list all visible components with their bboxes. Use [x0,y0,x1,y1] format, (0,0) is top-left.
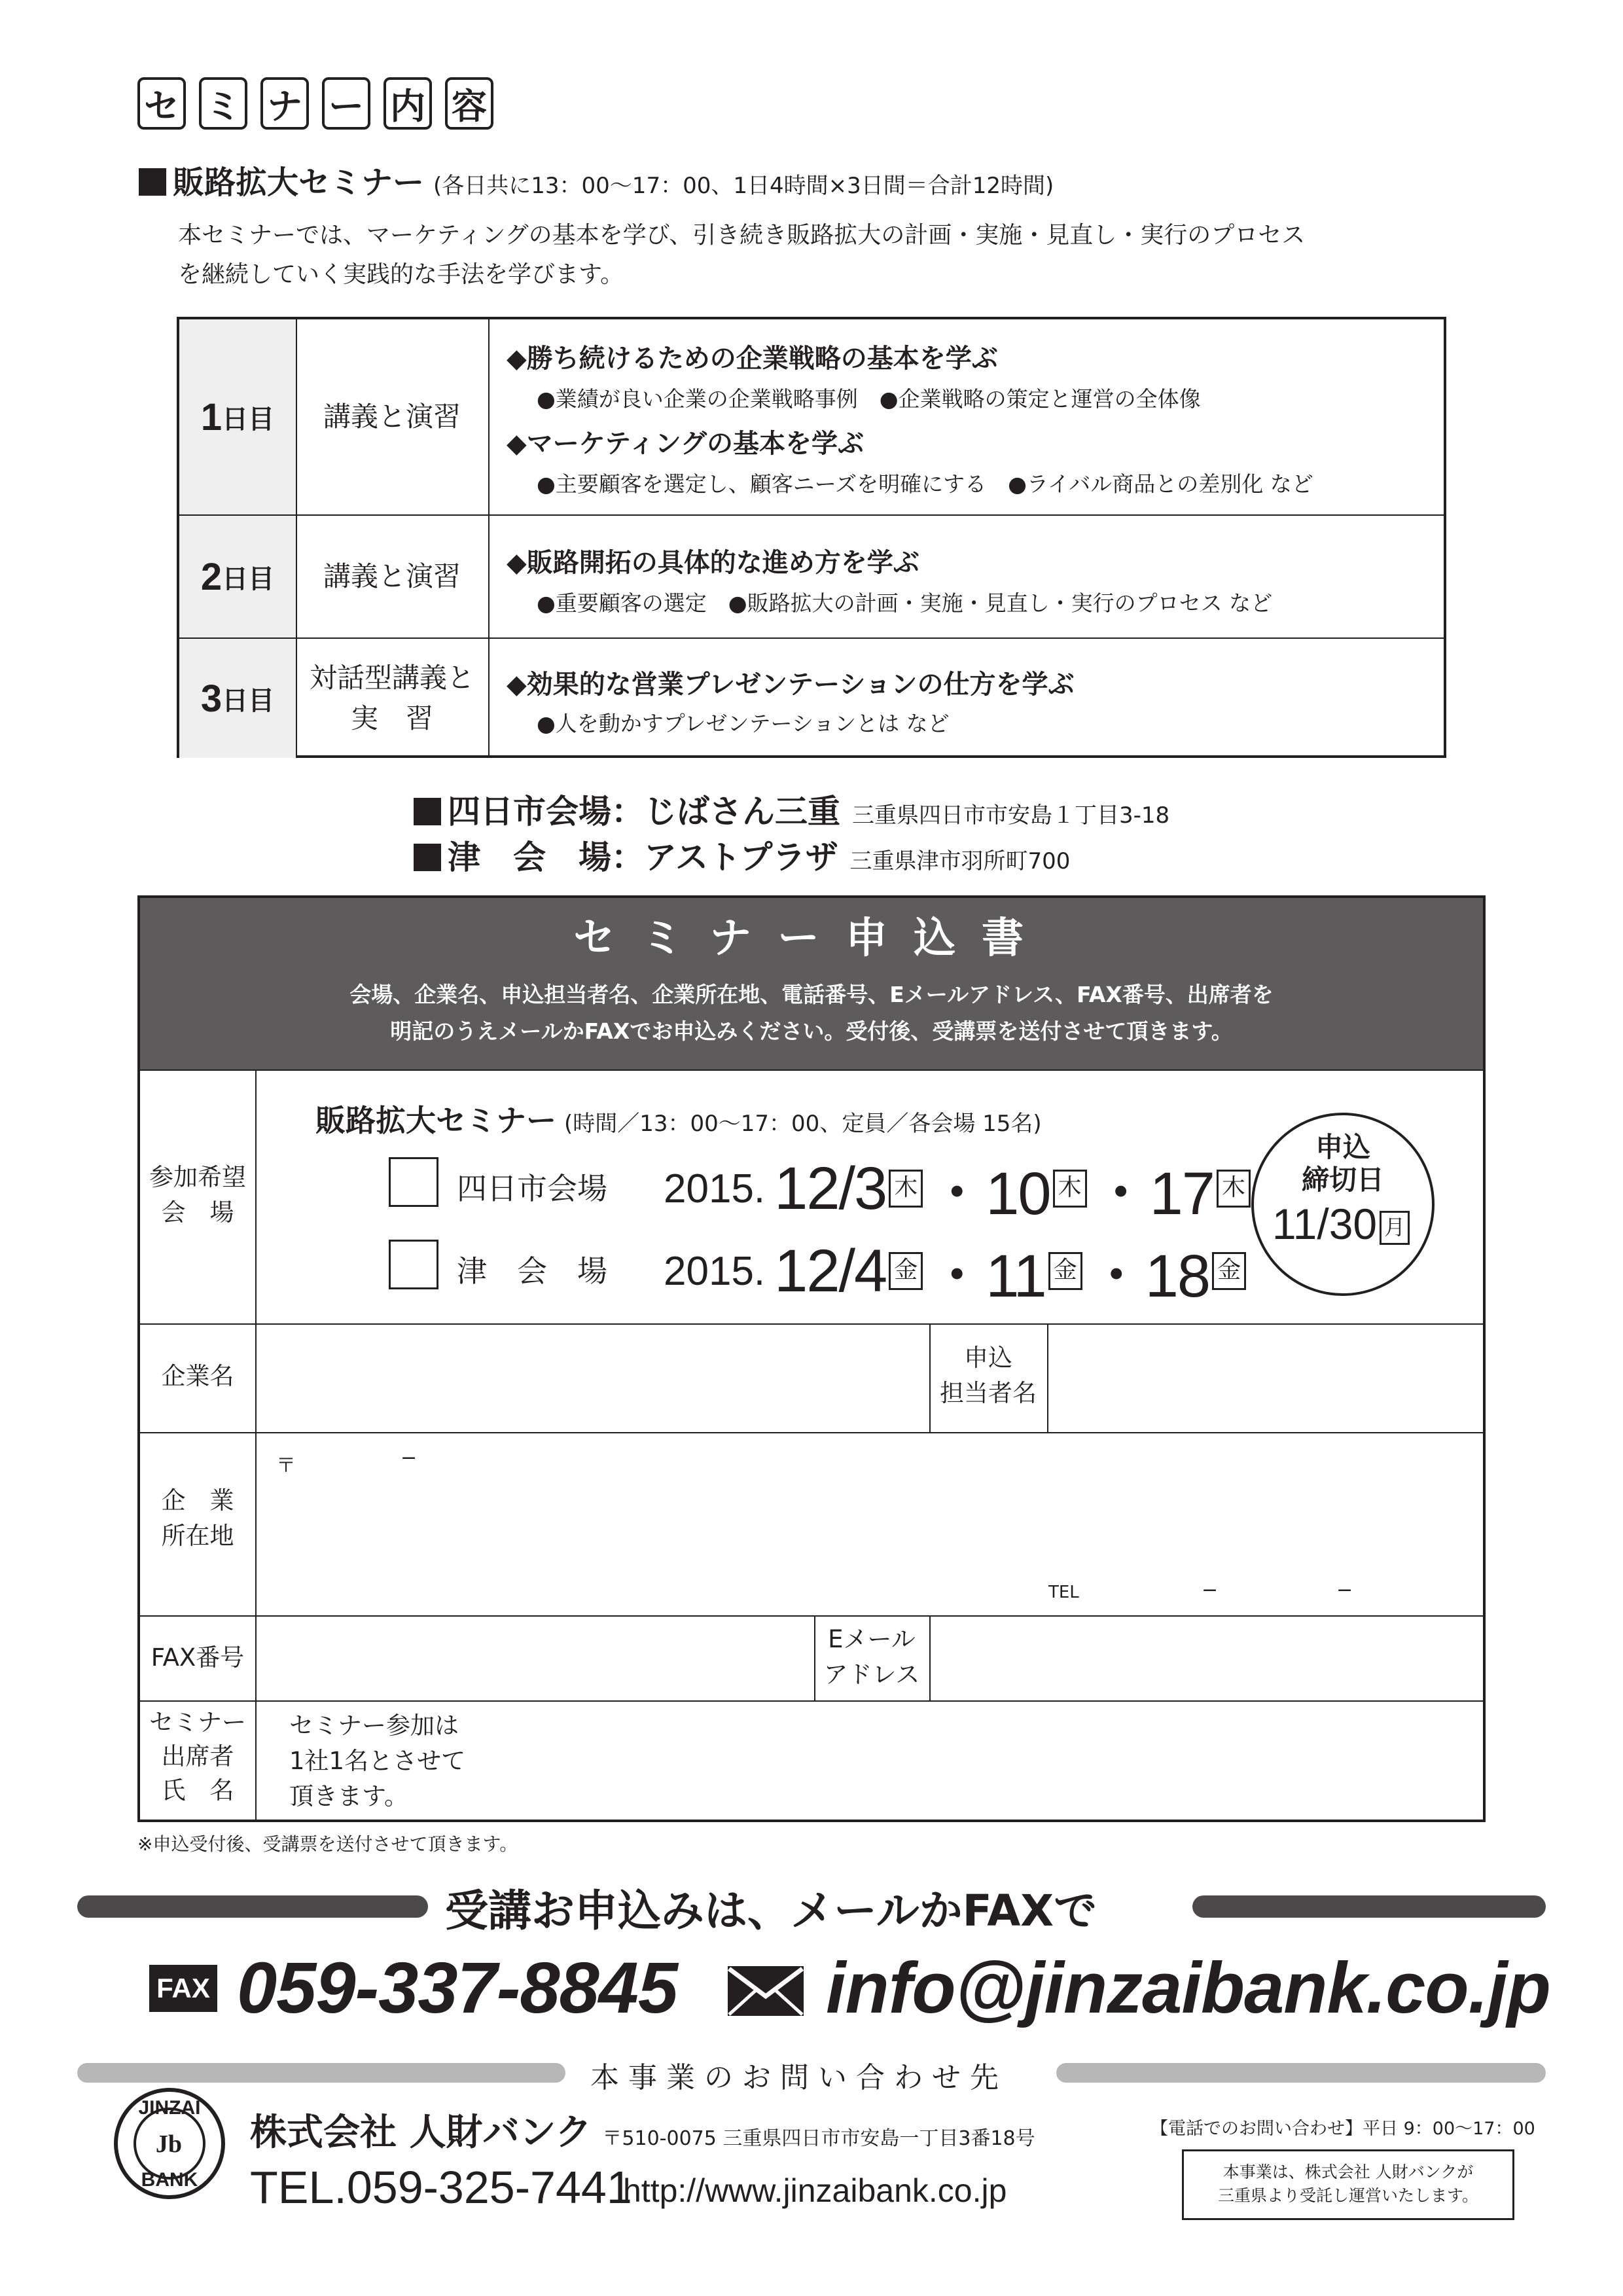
deadline-badge: 申込 締切日 11/30 月 [1251,1113,1435,1296]
address-label: 企 業 所在地 [161,1486,234,1550]
seminar-schedule-note: (各日共に13：00〜17：00、1日4時間×3日間＝合計12時間) [433,173,1054,199]
intro-line: を継続していく実践的な手法を学びます。 [178,261,624,288]
phone-hours: 【電話でのお問い合わせ】平日 9：00〜17：00 [1150,2119,1535,2139]
inquiry-bar-left [77,2063,565,2083]
venue-tsu: 津 会 場：アストプラザ 三重県津市羽所町700 [414,831,1070,878]
session-venue: 四日市会場 [457,1171,607,1206]
contact-person-label: 申込 担当者名 [940,1344,1037,1407]
square-bullet-icon [414,844,441,871]
topic-heading: ◆販路開拓の具体的な進め方を学ぶ [507,548,919,578]
topic-bullets: ●主要顧客を選定し、顧客ニーズを明確にする ●ライバル商品との差別化 など [537,471,1313,497]
postal-mark: 〒 [276,1454,296,1477]
fax-icon: FAX [149,1965,217,2012]
square-bullet-icon [139,168,166,196]
schedule-row-day1 [179,319,1444,516]
venue-checkbox-yokkaichi[interactable] [389,1157,438,1207]
title-char: ナ [260,77,309,130]
email-field[interactable] [931,1617,1483,1699]
company-tel: TEL.059-325-7441 [250,2162,632,2213]
tel-dash: − [1336,1579,1353,1602]
email-address[interactable]: info@jinzaibank.co.jp [826,1948,1550,2028]
topic-heading: ◆効果的な営業プレゼンテーションの仕方を学ぶ [507,670,1075,700]
apply-banner: 受講お申込みは、メールかFAXで [445,1886,1097,1936]
title-char: ミ [199,77,247,130]
topic-bullets: ●重要顧客の選定 ●販路拡大の計画・実施・見直し・実行のプロセス など [537,590,1273,616]
address-field[interactable] [257,1433,1483,1614]
contact-person-field[interactable] [1048,1325,1483,1431]
section-title [137,77,493,130]
form-header [140,898,1483,1069]
title-char: 内 [383,77,432,130]
seminar-name: 販路拡大セミナー [173,164,425,201]
form-seminar-name: 販路拡大セミナー (時間／13：00〜17：00、定員／各会場 15名) [315,1103,1042,1138]
topic-bullets: ●人を動かすプレゼンテーションとは など [537,711,950,736]
inquiry-bar-right [1056,2063,1546,2083]
fax-number: 059-337-8845 [237,1948,678,2028]
company-name-label: 企業名 [161,1362,234,1390]
postal-dash: − [401,1446,418,1469]
company-address: 〒510-0075 三重県四日市市安島一丁目3番18号 [602,2127,1035,2150]
footnote: ※申込受付後、受講票を送付させて頂きます。 [137,1833,518,1855]
company-name-field[interactable] [257,1325,928,1431]
seminar-intro [178,216,1500,295]
attendee-note: セミナー参加は 1社1名とさせて 頂きます。 [289,1712,466,1810]
day-label: 1 日目 [179,319,297,514]
session-dates-yokkaichi: 2015. 12/3 木 ・10 木 ・17 木 [664,1145,1255,1232]
session-content [507,319,1431,514]
venue-yokkaichi: 四日市会場：じばさん三重 三重県四日市市安島１丁目3-18 [414,785,1169,833]
title-char: ー [322,77,370,130]
attendee-field[interactable] [257,1702,1483,1820]
intro-line: 本セミナーでは、マーケティングの基本を学び、引き続き販路拡大の計画・実施・見直し・実行のプロセス [178,222,1306,249]
day-label: 2 日目 [179,516,297,637]
jinzai-bank-logo: JINZAI Jb BANK [114,2088,225,2199]
title-char: 容 [445,77,493,130]
form-description: 会場、企業名、申込担当者名、企業所在地、電話番号、Eメールアドレス、FAX番号、出席者を 明記のうえメールかFAXでお申込みください。受付後、受講票を送付させて頂きます。 [349,982,1274,1044]
schedule-row-day2 [179,516,1444,639]
session-type: 講義と演習 [296,516,490,637]
company-url[interactable]: http://www.jinzaibank.co.jp [623,2172,1007,2209]
company-name: 株式会社 人財バンク [250,2111,592,2154]
operation-note: 本事業は、株式会社 人財バンクが 三重県より受託し運営いたします。 [1182,2149,1514,2220]
session-content [507,516,1431,637]
schedule-table [177,317,1446,758]
square-bullet-icon [414,798,441,825]
fax-field[interactable] [257,1617,813,1699]
application-form [137,895,1486,1822]
topic-heading: ◆勝ち続けるための企業戦略の基本を学ぶ [507,344,998,374]
email-label: Eメール アドレス [823,1625,920,1689]
banner-bar-right [1192,1895,1546,1918]
mail-icon [726,1965,805,2020]
tel-label: TEL [1048,1583,1079,1602]
banner-bar-left [77,1895,428,1918]
attendee-label: セミナー 出席者 氏 名 [149,1708,246,1804]
topic-heading: ◆マーケティングの基本を学ぶ [507,429,864,459]
seminar-heading [139,157,1054,202]
topic-bullets: ●業績が良い企業の企業戦略事例 ●企業戦略の策定と運営の全体像 [537,386,1201,412]
fax-label: FAX番号 [151,1643,245,1672]
day-label: 3 日目 [179,639,297,758]
inquiry-title: 本事業のお問い合わせ先 [590,2061,1008,2094]
tel-dash: − [1202,1579,1219,1602]
form-title: セミナー申込書 [573,914,1050,963]
session-type: 対話型講義と 実 習 [296,639,490,758]
company-info [250,2104,1035,2156]
session-dates-tsu: 2015. 12/4 金 ・11 金 ・18 金 [664,1228,1250,1314]
title-char: セ [137,77,186,130]
session-content [507,639,1431,758]
session-venue: 津 会 場 [457,1253,607,1289]
schedule-row-day3 [179,639,1444,758]
venue-select-label: 参加希望 会 場 [149,1163,246,1227]
venue-checkbox-tsu[interactable] [389,1240,438,1289]
session-type: 講義と演習 [296,319,490,514]
